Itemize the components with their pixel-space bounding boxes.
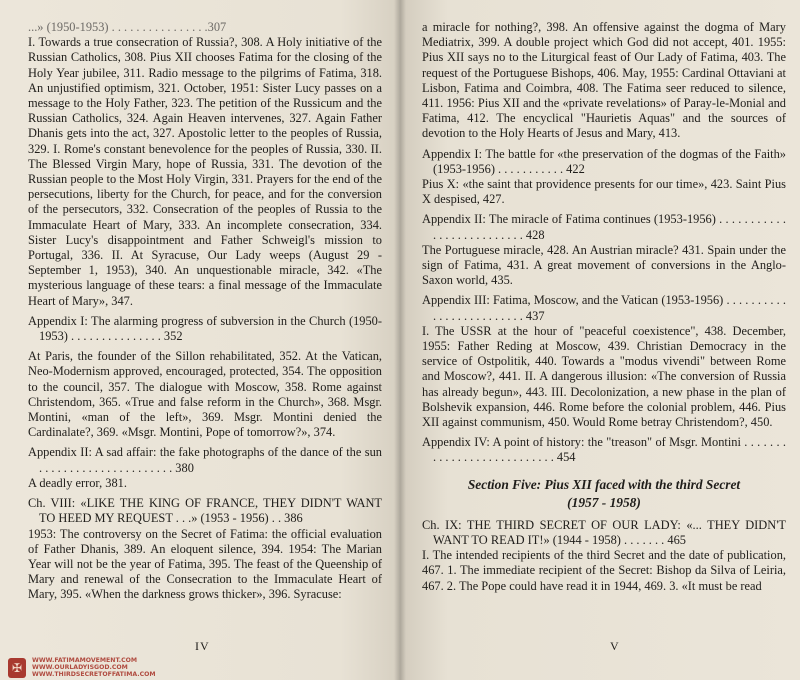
url-third-secret: WWW.THIRDSECRETOFFATIMA.COM <box>32 671 156 678</box>
appendix-i-heading-right: Appendix I: The battle for «the preservation of the dogmas of the Faith» (1953-1956) . . . . . . . . . . . 422 <box>422 146 786 176</box>
url-our-lady-is-god: WWW.OURLADYISGOD.COM <box>32 664 128 671</box>
appendix-ii-heading-right: Appendix II: The miracle of Fatima continues (1953-1956) . . . . . . . . . . . . . . . . . . . . . . . . . . 428 <box>422 212 786 242</box>
appendix-iii-contents: I. The USSR at the hour of "peaceful coexistence", 438. December, 1955: Father Reding at Moscow, 439. Christian Democracy in the service of Ostpolitik, 440. Towards a "modus vivendi" between Rome and Moscow?, 441. II. A dangerous illusion: «The conversion of Russia has already begun», 443. III. Decolonization, a new phase in the plan of Bolshevik expansion, 446. Rome before the colonial problem, 446. Pius XII against communism, 450. Would Rome betray Christendom?, 450. <box>422 323 786 430</box>
appendix-ii-contents-right: The Portuguese miracle, 428. An Austrian miracle? 431. Spain under the sign of Fatima, 431. A great movement of conversions in the Anglo-Saxon world, 435. <box>422 242 786 288</box>
right-page <box>400 0 800 680</box>
publisher-logo-icon: ✠ <box>8 658 26 678</box>
chapter-viii-heading: Ch. VIII: «LIKE THE KING OF FRANCE, THEY DIDN'T WANT TO HEED MY REQUEST . . .» (1953 - 1956) . . 386 <box>28 496 382 526</box>
appendix-iv-heading: Appendix IV: A point of history: the "treason" of Msgr. Montini . . . . . . . . . . . . . . . . . . . . . . . . . . . 454 <box>422 435 786 465</box>
chapter-ix-contents: I. The intended recipients of the third Secret and the date of publication, 467. 1. The immediate recipient of the Secret: Bishop da Silva of Leiria, 467. 2. The Pope could have read it in 1944, 469. 3. «It must be read <box>422 548 786 593</box>
chapter-viii-contents: 1953: The controversy on the Secret of Fatima: the official evaluation of Father Dhanis, 389. An eloquent silence, 394. 1954: The Marian Year will not be the year of Fatima, 395. The feast of the Queenship of Mary and renewal of the Consecration to the Immaculate Heart of Mary, 395. «When the darkness grows thicker», 396. Syracuse: <box>28 526 382 602</box>
book-gutter-shadow <box>394 0 406 680</box>
appendix-ii-contents: A deadly error, 381. <box>28 475 127 490</box>
chapter-ix-heading: Ch. IX: THE THIRD SECRET OF OUR LADY: «... THEY DIDN'T WANT TO READ IT!» (1944 - 1958) . . . . . . . 465 <box>422 517 786 547</box>
publisher-footer <box>8 657 156 678</box>
url-fatima-movement: WWW.FATIMAMOVEMENT.COM <box>32 657 138 664</box>
page-number-left: IV <box>195 639 210 653</box>
appendix-iii-heading: Appendix III: Fatima, Moscow, and the Vatican (1953-1956) . . . . . . . . . . . . . . . . . . . . . . . . . 437 <box>422 293 786 323</box>
page-number-right: V <box>610 639 620 653</box>
publisher-urls <box>32 657 156 678</box>
appendix-i-heading: Appendix I: The alarming progress of subversion in the Church (1950-1953) . . . . . . . . . . . . . . . 352 <box>28 313 382 344</box>
chapter-contents-paragraph: I. Towards a true consecration of Russia?, 308. A Holy initiative of the Russian Catholics, 308. Pius XII chooses Fatima for the closing of the Holy Year jubilee, 311. Radio message to the pilgrims of Fatima, 318. An unjustified optimism, 321. October, 1951: Sister Lucy passes on a message to the Holy Father, 323. The petition of the Russicum and the Russian Catholics, 324. Again Heaven intervenes, 327. Again Father Dhanis gets into the act, 327. Apostolic letter to the peoples of Russia, 329. I. Rome's constant benevolence for the peoples of Russia, 330. II. The Blessed Virgin Mary, hope of Russia, 331. The devotion of the Russian people to the Most Holy Virgin, 331. Prayers for the end of the persecutions, liberty for the Church, for peace, and for the conversion of the persecutors, 332. Consecration of the peoples of Russia to the Immaculate Heart of Mary, 333. An incomplete consecration, 334. Sister Lucy's disappointment and Father Schweigl's mission to Portugal, 336. II. At Syracuse, Our Lady weeps (August 29 - September 1, 1953), 340. An unquestionable miracle, 342. «The mysterious language of these tears: a final message of the Immaculate Heart of Mary», 347. <box>28 35 382 308</box>
section-years: (1957 - 1958) <box>567 494 641 510</box>
appendix-i-contents: At Paris, the founder of the Sillon rehabilitated, 352. At the Vatican, Neo-Modernism approved, encouraged, protected, 354. The opposition to the council, 357. The dialogue with Moscow, 358. Rome against Christendom, 365. «True and false reform in the Church», 368. Msgr. Montini, «man of the left», 369. Msgr. Montini denied the Cardinalate?, 369. «Msgr. Montini, Pope of tomorrow?», 374. <box>28 349 382 440</box>
appendix-i-contents-right: Pius X: «the saint that providence presents for our time», 423. Saint Pius X despised, 427. <box>422 177 786 207</box>
section-five-title <box>422 476 786 512</box>
section-title-text: Section Five: Pius XII faced with the third Secret <box>467 476 741 492</box>
top-continuation-line: ...» (1950-1953) . . . . . . . . . . . . . . . .307 <box>28 20 227 34</box>
appendix-ii-heading: Appendix II: A sad affair: the fake photographs of the dance of the sun . . . . . . . . . . . . . . . . . . . . . . 380 <box>28 445 382 475</box>
chapter-contents-continued: a miracle for nothing?, 398. An offensive against the dogma of Mary Mediatrix, 399. A double project which God did not accept, 401. 1955: Pius XII says no to the Liturgical feast of Our Lady of Fatima, 403. The request of the Portuguese Bishops, 406. May, 1955: Cardinal Ottaviani at Lisbon, Fatima and Coimbra, 408. The Fatima seer reduced to silence, 411. 1956: Pius XII and the «private revelations» of Paray-le-Monial and Fatima, 412. The encyclical "Haurietis Aquas" and the sources of devotion to the Holy Hearts of Jesus and Mary, 413. <box>422 20 786 141</box>
